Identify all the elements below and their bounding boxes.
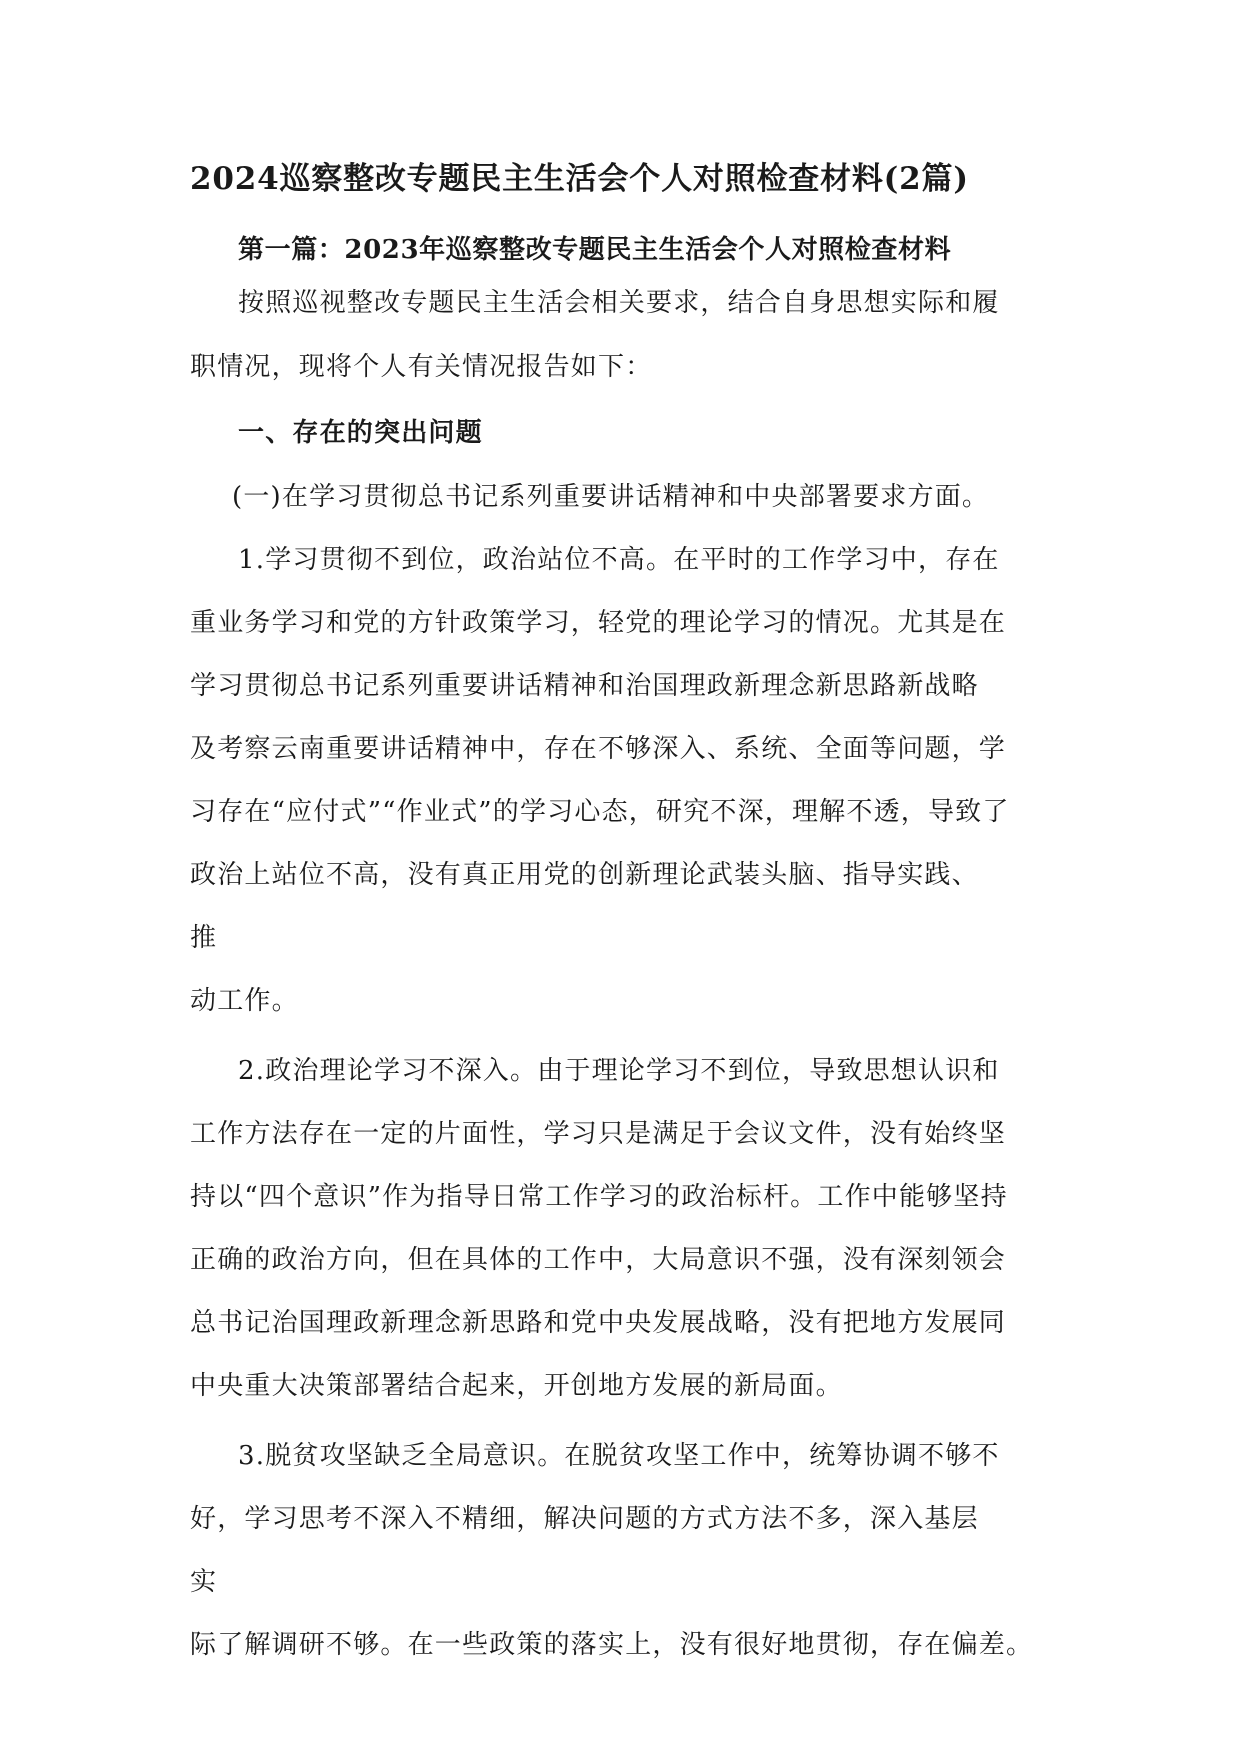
paragraph-line: 际了解调研不够。在一些政策的落实上，没有很好地贯彻，存在偏差。 [190, 1630, 1034, 1660]
subsection-heading: (一)在学习贯彻总书记系列重要讲话精神和中央部署要求方面。 [232, 482, 990, 512]
intro-line: 按照巡视整改专题民主生活会相关要求，结合自身思想实际和履 [238, 288, 1000, 318]
paragraph-line: 动工作。 [190, 986, 299, 1016]
section-heading: 一、存在的突出问题 [238, 418, 483, 448]
paragraph-line: 习存在“应付式”“作业式”的学习心态，研究不深，理解不透，导致了 [190, 797, 1010, 827]
intro-line: 职情况，现将个人有关情况报告如下： [190, 352, 653, 382]
paragraph-line: 总书记治国理政新理念新思路和党中央发展战略，没有把地方发展同 [190, 1308, 1007, 1338]
paragraph-line: 推 [190, 923, 218, 953]
paragraph-line: 1.学习贯彻不到位，政治站位不高。在平时的工作学习中，存在 [238, 545, 1000, 575]
paragraph-line: 实 [190, 1567, 218, 1597]
paragraph-line: 2.政治理论学习不深入。由于理论学习不到位，导致思想认识和 [238, 1056, 1000, 1086]
paragraph-line: 政治上站位不高，没有真正用党的创新理论武装头脑、指导实践、 [190, 860, 979, 890]
paragraph-line: 工作方法存在一定的片面性，学习只是满足于会议文件，没有始终坚 [190, 1119, 1007, 1149]
article-subtitle: 第一篇：2023年巡察整改专题民主生活会个人对照检查材料 [238, 235, 952, 265]
paragraph-line: 持以“四个意识”作为指导日常工作学习的政治标杆。工作中能够坚持 [190, 1182, 1008, 1212]
paragraph-line: 好，学习思考不深入不精细，解决问题的方式方法不多，深入基层 [190, 1504, 979, 1534]
paragraph-line: 正确的政治方向，但在具体的工作中，大局意识不强，没有深刻领会 [190, 1245, 1007, 1275]
paragraph-line: 3.脱贫攻坚缺乏全局意识。在脱贫攻坚工作中，统筹协调不够不 [238, 1441, 1000, 1471]
paragraph-line: 中央重大决策部署结合起来，开创地方发展的新局面。 [190, 1371, 843, 1401]
paragraph-line: 及考察云南重要讲话精神中，存在不够深入、系统、全面等问题，学 [190, 734, 1007, 764]
document-title: 2024巡察整改专题民主生活会个人对照检查材料(2篇) [190, 161, 969, 197]
paragraph-line: 重业务学习和党的方针政策学习，轻党的理论学习的情况。尤其是在 [190, 608, 1007, 638]
paragraph-line: 学习贯彻总书记系列重要讲话精神和治国理政新理念新思路新战略 [190, 671, 979, 701]
